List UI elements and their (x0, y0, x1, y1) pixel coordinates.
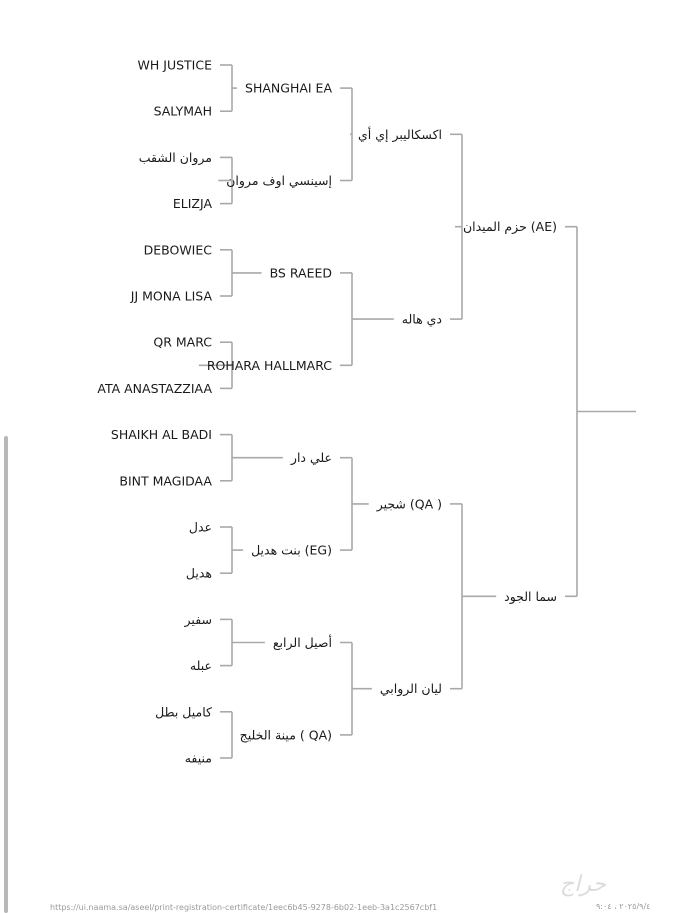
pedigree-name-gen2: اكسكاليبر إي أي (358, 126, 442, 142)
scrollbar[interactable] (4, 436, 8, 913)
pedigree-name-gen4: عدل (188, 519, 212, 535)
pedigree-name-gen2: شجير (QA ) (376, 496, 442, 512)
pedigree-name-gen3: إسينسي اوف مروان (226, 173, 332, 188)
pedigree-name-gen4: منيفه (184, 750, 212, 766)
pedigree-name-gen3: مينة الخليج ( QA) (239, 727, 332, 743)
pedigree-name-gen4: ELIZJA (172, 196, 212, 212)
pedigree-name-gen4: WH JUSTICE (137, 57, 212, 73)
pedigree-name-gen4: مروان الشقب (138, 149, 212, 165)
pedigree-name-gen4: BINT MAGIDAA (119, 473, 212, 489)
print-url: https://ui.naama.sa/aseel/print-registration-certificate/1eec6b45-9278-6b02-1eeb-3a1c2567cbf1 (50, 903, 438, 912)
pedigree-name-gen4: كاميل بطل (155, 704, 212, 720)
pedigree-name-gen4: QR MARC (153, 334, 212, 350)
pedigree-name-gen3: ROHARA HALLMARC (206, 357, 332, 373)
pedigree-name-gen4: JJ MONA LISA (130, 288, 212, 304)
pedigree-name-gen3: علي دار (290, 450, 332, 466)
pedigree-name-gen3: BS RAEED (269, 265, 332, 281)
pedigree-name-gen3: أصيل الرابع (272, 635, 332, 650)
print-timestamp: ٢٠٢٥/٩/٤ ، ٩:٠٤ (596, 902, 651, 911)
pedigree-name-gen4: هديل (185, 565, 212, 581)
pedigree-name-gen4: سفير (184, 611, 212, 627)
pedigree-name-gen2: دي هاله (401, 311, 442, 327)
pedigree-labels (97, 58, 557, 766)
haraj-watermark: حراج (560, 872, 607, 897)
pedigree-name-gen1: سما الجود (504, 588, 557, 604)
pedigree-name-gen4: ATA ANASTAZZIAA (97, 380, 212, 396)
pedigree-name-gen3: بنت هديل (EG) (251, 542, 332, 558)
pedigree-name-gen2: ليان الروابي (379, 681, 442, 697)
pedigree-connectors (199, 65, 636, 758)
pedigree-name-gen4: عبله (189, 658, 212, 674)
pedigree-name-gen4: SHAIKH AL BADI (110, 427, 212, 443)
pedigree-name-gen1: حزم الميدان (AE) (462, 219, 557, 235)
pedigree-name-gen4: DEBOWIEC (143, 242, 212, 258)
pedigree-name-gen4: SALYMAH (153, 103, 212, 119)
pedigree-name-gen3: SHANGHAI EA (245, 80, 332, 96)
